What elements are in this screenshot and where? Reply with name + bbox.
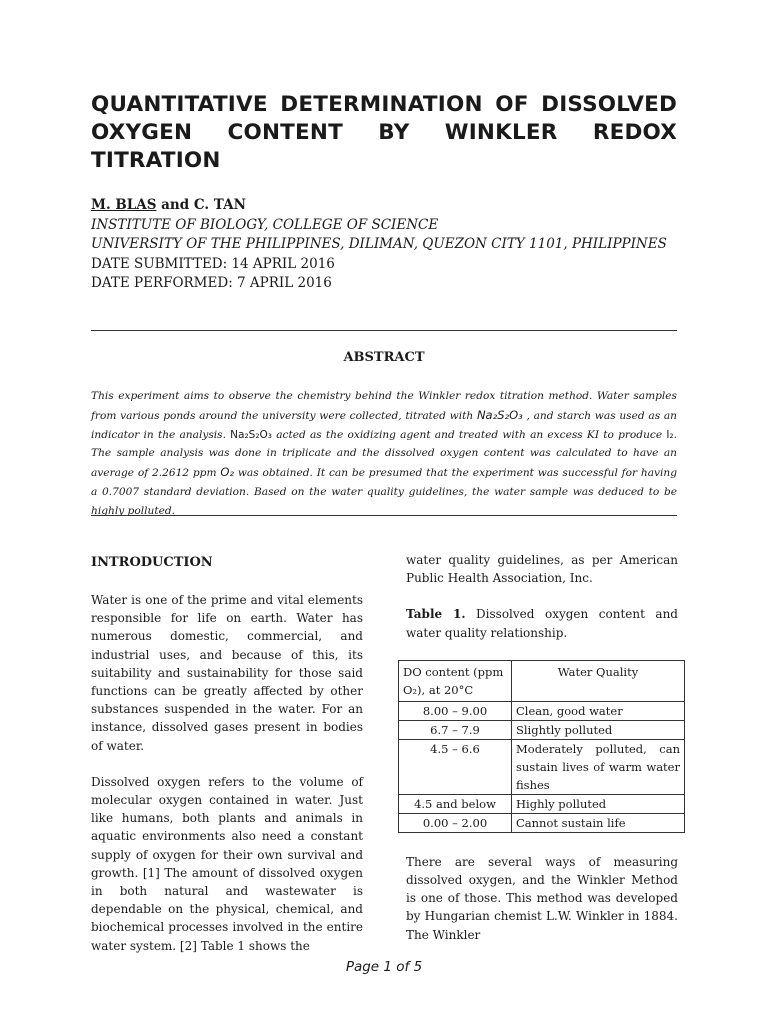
paper-title: QUANTITATIVE DETERMINATION OF DISSOLVED OXYGEN CONTENT BY WINKLER REDOX TITRATION [91,92,677,173]
intro-paragraph-2: Dissolved oxygen refers to the volume of molecular oxygen contained in water. Just like humans, both plants and animals in aquatic environments also need a constant supply of oxygen for their own survival and growth. [1] The amount of dissolved oxygen in both natural and wastewater is dependable on the physical, chemical, and biochemical processes involved in the entire water system. [2] Table 1 shows the [91,774,363,953]
table-row [399,794,685,813]
page-number: Page 1 of 5 [345,959,423,975]
abstract-text [91,387,677,521]
author-2: and C. TAN [156,197,246,213]
abstract-heading: ABSTRACT [343,350,425,365]
cell-quality: Highly polluted [512,794,685,813]
divider-bottom [91,515,677,516]
table-header-row [399,660,685,701]
cell-quality: Moderately polluted, can sustain lives of warm water fishes [512,739,685,794]
introduction-heading: INTRODUCTION [91,555,213,570]
table-row [399,701,685,720]
chem-formula-thiosulfate-2: Na₂S₂O₃ [230,428,273,441]
header-water-quality: Water Quality [512,660,685,701]
table-row [399,813,685,832]
table-row [399,720,685,739]
chem-formula-thiosulfate: Na₂S₂O₃ [476,407,523,422]
cell-do: 6.7 – 7.9 [399,720,512,739]
table-caption-text: Dissolved oxygen content and water quality relationship. [406,607,678,640]
affiliation-institute: INSTITUTE OF BIOLOGY, COLLEGE OF SCIENCE [91,216,439,233]
abstract-part-1: This experiment aims to observe the chemistry behind the Winkler redox titration method. Water samples from various ponds around the university were collected, titrated with [91,390,677,422]
table-caption [406,605,678,641]
abstract-part-5: was obtained. It can be presumed that the experiment was successful for having a 0.7007 standard deviation. Based on the water quality guidelines, the water sample was deduced to be highly polluted. [91,467,677,517]
author-block [91,196,681,294]
cell-quality: Slightly polluted [512,720,685,739]
header-do-content: DO content (ppm O₂), at 20°C [399,660,512,701]
abstract-part-4: . The sample analysis was done in triplicate and the dissolved oxygen content was calculated to have an average of 2.2612 ppm [91,428,677,480]
intro-paragraph-4: There are several ways of measuring dissolved oxygen, and the Winkler Method is one of those. This method was developed by Hungarian chemist L.W. Winkler in 1884. The Winkler [406,854,678,942]
cell-do: 0.00 – 2.00 [399,813,512,832]
date-submitted: DATE SUBMITTED: 14 APRIL 2016 [91,255,335,272]
do-quality-table [398,660,685,833]
chem-formula-oxygen: O₂ [220,465,235,480]
intro-paragraph-3: water quality guidelines, as per American Public Health Association, Inc. [406,553,678,586]
intro-paragraph-1: Water is one of the prime and vital elements responsible for life on earth. Water has numerous domestic, commercial, and industrial uses, and because of this, its suitability and sustainability for those said functions can be greatly affected by other substances suspended in the water. For an instance, dissolved gases present in bodies of water. [91,593,363,753]
divider-top [91,330,677,331]
chem-formula-iodine: I₂ [666,428,674,441]
table-row [399,739,685,794]
author-1: M. BLAS [91,197,157,213]
cell-quality: Cannot sustain life [512,813,685,832]
right-column [403,551,680,944]
affiliation-university: UNIVERSITY OF THE PHILIPPINES, DILIMAN, QUEZON CITY 1101, PHILIPPINES [91,236,667,253]
abstract-part-2: , and starch was used as an indicator in the analysis. [91,409,677,441]
table-label: Table 1. [406,607,466,622]
date-performed: DATE PERFORMED: 7 APRIL 2016 [91,275,332,292]
cell-do: 4.5 – 6.6 [399,739,512,794]
abstract-part-3: acted as the oxidizing agent and treated with an excess KI to produce [272,428,667,441]
cell-do: 4.5 and below [399,794,512,813]
cell-do: 8.00 – 9.00 [399,701,512,720]
author-names [91,196,681,216]
left-column [91,553,363,955]
cell-quality: Clean, good water [512,701,685,720]
